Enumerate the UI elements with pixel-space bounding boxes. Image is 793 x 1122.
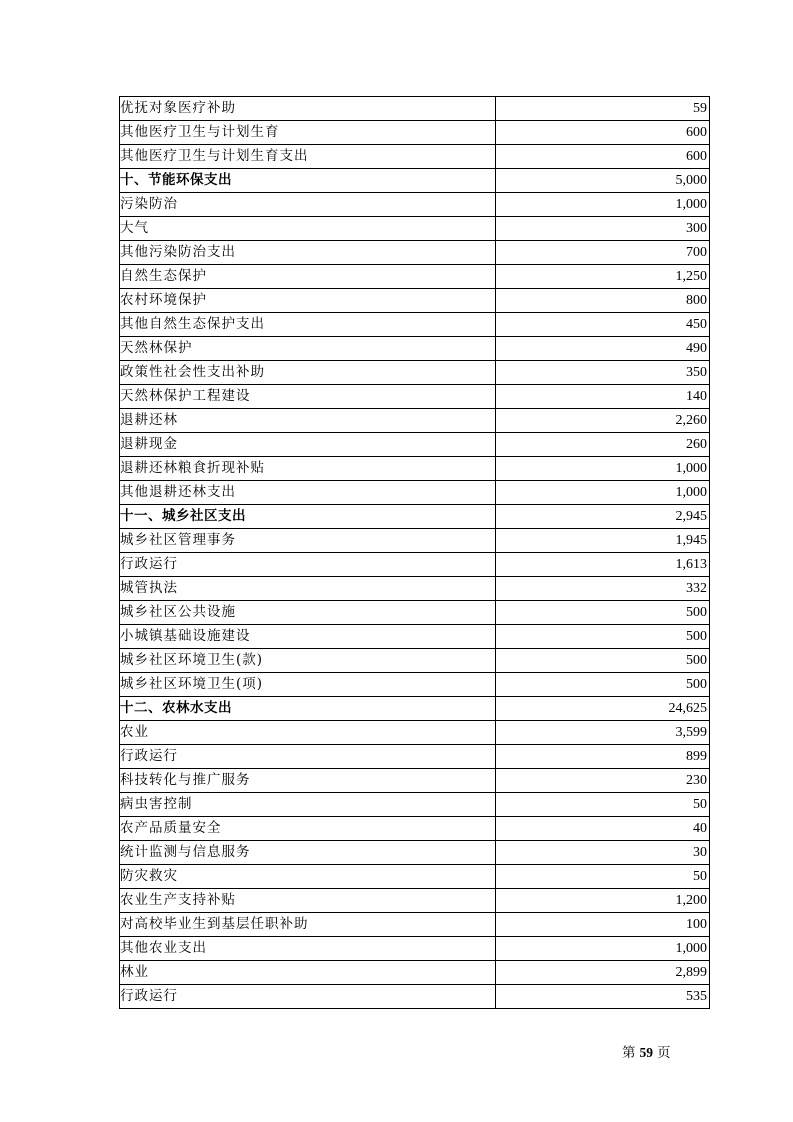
item-amount-cell: 1,945 <box>496 529 710 553</box>
item-name-cell: 其他医疗卫生与计划生育 <box>120 121 496 145</box>
item-name-cell: 政策性社会性支出补助 <box>120 361 496 385</box>
item-name-cell: 行政运行 <box>120 985 496 1009</box>
item-amount-cell: 230 <box>496 769 710 793</box>
item-name-cell: 小城镇基础设施建设 <box>120 625 496 649</box>
item-name-cell: 大气 <box>120 217 496 241</box>
item-amount-cell: 40 <box>496 817 710 841</box>
table-row <box>120 673 710 697</box>
table-row <box>120 97 710 121</box>
item-amount-cell: 500 <box>496 673 710 697</box>
item-amount-cell: 2,899 <box>496 961 710 985</box>
item-amount-cell: 1,000 <box>496 457 710 481</box>
page-number: 59 <box>639 1045 653 1060</box>
table-row <box>120 217 710 241</box>
item-amount-cell: 2,260 <box>496 409 710 433</box>
table-row <box>120 169 710 193</box>
item-name-cell: 统计监测与信息服务 <box>120 841 496 865</box>
table-row <box>120 625 710 649</box>
item-amount-cell: 1,000 <box>496 481 710 505</box>
item-amount-cell: 2,945 <box>496 505 710 529</box>
table-row <box>120 817 710 841</box>
item-name-cell: 行政运行 <box>120 745 496 769</box>
table-row <box>120 745 710 769</box>
item-amount-cell: 500 <box>496 601 710 625</box>
item-amount-cell: 535 <box>496 985 710 1009</box>
item-name-cell: 农村环境保护 <box>120 289 496 313</box>
item-amount-cell: 59 <box>496 97 710 121</box>
item-amount-cell: 1,200 <box>496 889 710 913</box>
table-row <box>120 793 710 817</box>
item-amount-cell: 600 <box>496 145 710 169</box>
item-amount-cell: 300 <box>496 217 710 241</box>
table-row <box>120 457 710 481</box>
item-name-cell: 科技转化与推广服务 <box>120 769 496 793</box>
item-name-cell: 优抚对象医疗补助 <box>120 97 496 121</box>
table-row <box>120 361 710 385</box>
item-amount-cell: 332 <box>496 577 710 601</box>
item-name-cell: 其他农业支出 <box>120 937 496 961</box>
item-name-cell: 防灾救灾 <box>120 865 496 889</box>
item-name-cell: 退耕还林粮食折现补贴 <box>120 457 496 481</box>
item-name-cell: 十、节能环保支出 <box>120 169 496 193</box>
item-amount-cell: 1,000 <box>496 193 710 217</box>
table-row <box>120 337 710 361</box>
item-amount-cell: 700 <box>496 241 710 265</box>
item-name-cell: 天然林保护 <box>120 337 496 361</box>
item-name-cell: 城乡社区环境卫生(项) <box>120 673 496 697</box>
item-amount-cell: 3,599 <box>496 721 710 745</box>
item-amount-cell: 1,250 <box>496 265 710 289</box>
item-amount-cell: 5,000 <box>496 169 710 193</box>
item-name-cell: 病虫害控制 <box>120 793 496 817</box>
item-amount-cell: 50 <box>496 865 710 889</box>
item-name-cell: 污染防治 <box>120 193 496 217</box>
page-label-suffix: 页 <box>657 1045 671 1061</box>
table-row <box>120 409 710 433</box>
item-amount-cell: 600 <box>496 121 710 145</box>
item-amount-cell: 500 <box>496 625 710 649</box>
item-amount-cell: 1,613 <box>496 553 710 577</box>
table-row <box>120 985 710 1009</box>
table-row <box>120 841 710 865</box>
item-amount-cell: 50 <box>496 793 710 817</box>
item-amount-cell: 450 <box>496 313 710 337</box>
table-row <box>120 193 710 217</box>
table-row <box>120 529 710 553</box>
table-row <box>120 913 710 937</box>
table-row <box>120 721 710 745</box>
budget-table <box>119 96 710 1009</box>
table-row <box>120 553 710 577</box>
item-amount-cell: 1,000 <box>496 937 710 961</box>
page-footer <box>622 1041 671 1061</box>
item-amount-cell: 899 <box>496 745 710 769</box>
item-name-cell: 对高校毕业生到基层任职补助 <box>120 913 496 937</box>
item-name-cell: 退耕还林 <box>120 409 496 433</box>
item-name-cell: 林业 <box>120 961 496 985</box>
item-name-cell: 城乡社区环境卫生(款) <box>120 649 496 673</box>
item-name-cell: 农产品质量安全 <box>120 817 496 841</box>
item-name-cell: 城乡社区公共设施 <box>120 601 496 625</box>
item-name-cell: 十一、城乡社区支出 <box>120 505 496 529</box>
item-amount-cell: 350 <box>496 361 710 385</box>
table-row <box>120 577 710 601</box>
item-name-cell: 其他自然生态保护支出 <box>120 313 496 337</box>
item-amount-cell: 490 <box>496 337 710 361</box>
table-row <box>120 313 710 337</box>
item-amount-cell: 100 <box>496 913 710 937</box>
table-row <box>120 385 710 409</box>
table-row <box>120 865 710 889</box>
item-name-cell: 行政运行 <box>120 553 496 577</box>
item-name-cell: 退耕现金 <box>120 433 496 457</box>
item-name-cell: 城乡社区管理事务 <box>120 529 496 553</box>
table-row <box>120 481 710 505</box>
budget-table-body <box>120 97 710 1009</box>
item-amount-cell: 260 <box>496 433 710 457</box>
page-label-prefix: 第 <box>622 1045 636 1061</box>
item-amount-cell: 500 <box>496 649 710 673</box>
table-row <box>120 241 710 265</box>
item-amount-cell: 30 <box>496 841 710 865</box>
table-row <box>120 505 710 529</box>
item-name-cell: 城管执法 <box>120 577 496 601</box>
item-name-cell: 其他医疗卫生与计划生育支出 <box>120 145 496 169</box>
item-name-cell: 其他污染防治支出 <box>120 241 496 265</box>
table-row <box>120 145 710 169</box>
table-row <box>120 121 710 145</box>
item-name-cell: 其他退耕还林支出 <box>120 481 496 505</box>
table-row <box>120 889 710 913</box>
item-name-cell: 十二、农林水支出 <box>120 697 496 721</box>
item-name-cell: 自然生态保护 <box>120 265 496 289</box>
item-amount-cell: 140 <box>496 385 710 409</box>
item-name-cell: 农业生产支持补贴 <box>120 889 496 913</box>
table-row <box>120 265 710 289</box>
table-row <box>120 697 710 721</box>
table-row <box>120 649 710 673</box>
table-row <box>120 769 710 793</box>
table-row <box>120 937 710 961</box>
item-name-cell: 农业 <box>120 721 496 745</box>
item-name-cell: 天然林保护工程建设 <box>120 385 496 409</box>
table-row <box>120 433 710 457</box>
item-amount-cell: 24,625 <box>496 697 710 721</box>
table-row <box>120 289 710 313</box>
table-row <box>120 961 710 985</box>
item-amount-cell: 800 <box>496 289 710 313</box>
table-row <box>120 601 710 625</box>
